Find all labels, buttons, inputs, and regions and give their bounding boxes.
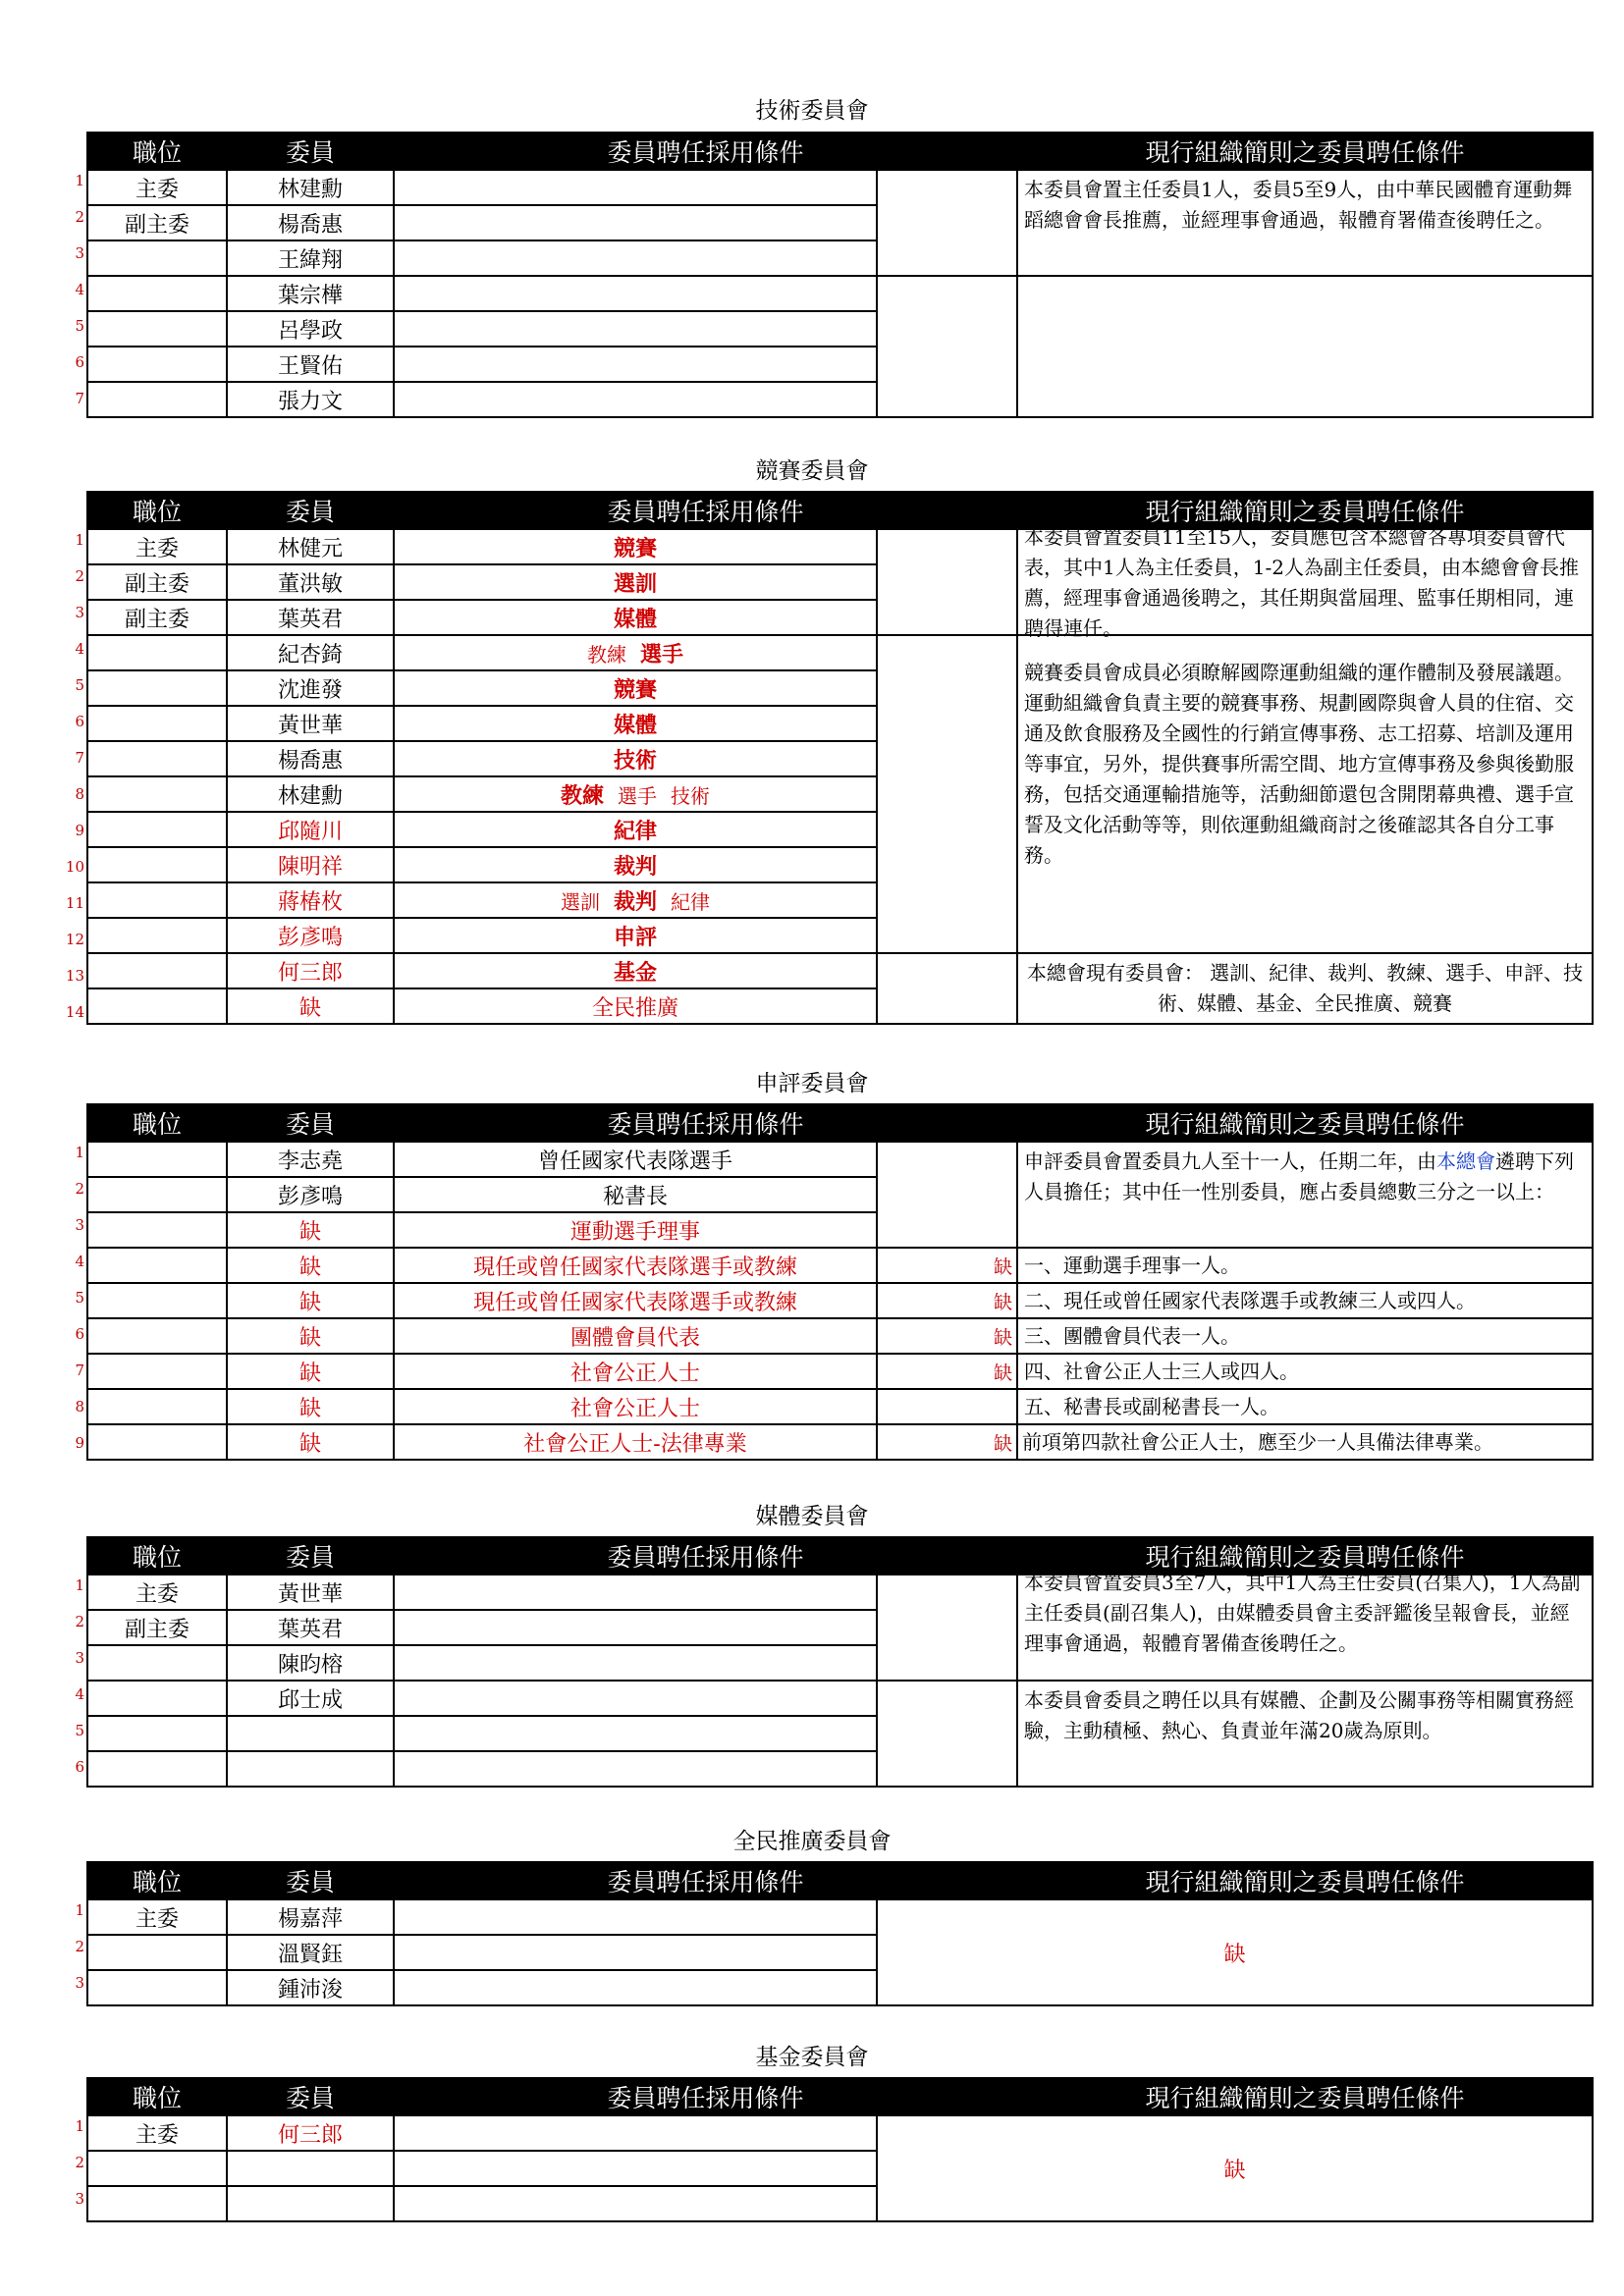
condition-cell: 媒體 <box>394 706 877 741</box>
charter-text-part: 申評委員會置委員九人至十一人，任期二年，由 <box>1024 1149 1437 1173</box>
table-row <box>87 1318 1593 1354</box>
promotion-committee-table <box>86 1861 1594 2006</box>
position-cell <box>87 1142 227 1177</box>
row-number: 6 <box>75 1758 84 1776</box>
table-header-row <box>87 1862 1593 1899</box>
charter-item: 前項第四款社會公正人士，應至少一人具備法律專業。 <box>1017 1424 1593 1460</box>
member-cell: 邱士成 <box>227 1681 394 1716</box>
condition-cell <box>394 1575 877 1610</box>
member-cell: 邱隨川 <box>227 812 394 847</box>
gap-cell <box>877 953 1017 1024</box>
member-cell: 林建勳 <box>227 776 394 812</box>
table-row <box>87 529 1593 564</box>
fund-committee-table <box>86 2077 1594 2222</box>
member-cell: 陳昀榕 <box>227 1645 394 1681</box>
charter-item: 五、秘書長或副秘書長一人。 <box>1017 1389 1593 1424</box>
table-row <box>87 1389 1593 1424</box>
header-position: 職位 <box>87 492 227 529</box>
condition-cell: 曾任國家代表隊選手 <box>394 1142 877 1177</box>
row-number: 1 <box>75 1144 84 1161</box>
row-number: 7 <box>75 749 84 767</box>
header-charter-conditions: 現行組織簡則之委員聘任條件 <box>1017 1104 1593 1142</box>
header-charter-conditions: 現行組織簡則之委員聘任條件 <box>1017 1537 1593 1575</box>
member-cell <box>227 2151 394 2186</box>
condition-cell: 秘書長 <box>394 1177 877 1212</box>
row-number: 9 <box>75 822 84 839</box>
header-position: 職位 <box>87 2078 227 2115</box>
condition-tag: 紀律 <box>671 889 710 914</box>
header-conditions: 委員聘任採用條件 <box>394 133 1017 170</box>
fund-committee-title: 基金委員會 <box>755 2045 869 2070</box>
charter-item: 四、社會公正人士三人或四人。 <box>1017 1354 1593 1389</box>
member-cell: 彭彥鳴 <box>227 1177 394 1212</box>
position-cell <box>87 382 227 417</box>
condition-cell: 社會公正人士 <box>394 1389 877 1424</box>
condition-cell <box>394 205 877 240</box>
header-member: 委員 <box>227 1104 394 1142</box>
header-conditions: 委員聘任採用條件 <box>394 492 1017 529</box>
competition-committee-title: 競賽委員會 <box>755 458 869 484</box>
position-cell <box>87 882 227 918</box>
position-cell: 副主委 <box>87 1610 227 1645</box>
position-cell: 主委 <box>87 529 227 564</box>
gap-cell: 缺 <box>877 1248 1017 1283</box>
position-cell <box>87 1935 227 1970</box>
row-number: 2 <box>75 1180 84 1198</box>
position-cell <box>87 240 227 276</box>
condition-cell <box>394 1681 877 1716</box>
row-number: 1 <box>75 2117 84 2135</box>
member-cell: 林建勳 <box>227 170 394 205</box>
row-number: 6 <box>75 713 84 730</box>
position-cell <box>87 1424 227 1460</box>
header-charter-conditions: 現行組織簡則之委員聘任條件 <box>1017 133 1593 170</box>
member-cell: 黃世華 <box>227 1575 394 1610</box>
row-number: 3 <box>75 1974 84 1992</box>
position-cell <box>87 741 227 776</box>
header-member: 委員 <box>227 1862 394 1899</box>
condition-cell <box>394 776 877 812</box>
position-cell <box>87 347 227 382</box>
row-number: 1 <box>75 1576 84 1594</box>
member-cell: 王賢佑 <box>227 347 394 382</box>
condition-cell <box>394 882 877 918</box>
member-cell: 彭彥鳴 <box>227 918 394 953</box>
position-cell <box>87 918 227 953</box>
member-cell: 李志堯 <box>227 1142 394 1177</box>
member-cell: 蔣椿枚 <box>227 882 394 918</box>
member-cell: 葉英君 <box>227 1610 394 1645</box>
member-cell: 何三郎 <box>227 953 394 988</box>
gap-cell <box>877 276 1017 417</box>
row-number: 7 <box>75 390 84 407</box>
header-conditions: 委員聘任採用條件 <box>394 1537 1017 1575</box>
charter-text <box>1017 1571 1593 1681</box>
gap-cell <box>877 635 1017 953</box>
row-number: 9 <box>75 1434 84 1452</box>
row-number: 2 <box>75 1613 84 1630</box>
charter-text: 缺 <box>877 1899 1593 2005</box>
condition-tag: 選訓 <box>560 889 600 914</box>
charter-text-detail: 本委員會委員之聘任以具有媒體、企劃及公關事務等相關實務經驗，主動積極、熱心、負責並年滿20歲為原則。 <box>1017 1681 1593 1787</box>
charter-text-body: 本委員會置委員3至7人，其中1人為主任委員(召集人)，1人為副主任委員(副召集人)，由媒體委員會主委評鑑後呈報會長，並經理事會通過，報體育署備查後聘任之。 <box>1024 1571 1581 1655</box>
position-cell <box>87 2151 227 2186</box>
row-number: 12 <box>65 931 84 948</box>
row-number: 2 <box>75 208 84 226</box>
charter-item: 三、團體會員代表一人。 <box>1017 1318 1593 1354</box>
position-cell <box>87 1681 227 1716</box>
member-cell: 沈進發 <box>227 670 394 706</box>
table-row <box>87 1899 1593 1935</box>
promotion-committee-title: 全民推廣委員會 <box>732 1829 892 1854</box>
position-cell <box>87 1283 227 1318</box>
condition-cell <box>394 347 877 382</box>
condition-cell: 選訓 <box>394 564 877 600</box>
row-number: 11 <box>65 894 84 912</box>
row-number: 7 <box>75 1362 84 1379</box>
member-cell: 缺 <box>227 1248 394 1283</box>
row-number: 2 <box>75 2154 84 2171</box>
position-cell <box>87 953 227 988</box>
appeal-committee-title: 申評委員會 <box>755 1071 869 1096</box>
row-number: 4 <box>75 640 84 658</box>
row-number: 13 <box>65 967 84 985</box>
table-header-row <box>87 1104 1593 1142</box>
condition-cell <box>394 382 877 417</box>
row-number: 6 <box>75 1325 84 1343</box>
member-cell: 溫賢鈺 <box>227 1935 394 1970</box>
row-number: 3 <box>75 1649 84 1667</box>
member-cell: 缺 <box>227 1283 394 1318</box>
charter-text-part: 遴聘下列人員擔任；其中任一性別委員，應占委員總數三分之一以上： <box>1024 1149 1575 1203</box>
position-cell <box>87 1716 227 1751</box>
gap-cell: 缺 <box>877 1318 1017 1354</box>
table-row <box>87 1424 1593 1460</box>
member-cell: 葉英君 <box>227 600 394 635</box>
position-cell: 副主委 <box>87 205 227 240</box>
gap-cell: 缺 <box>877 1283 1017 1318</box>
table-row <box>87 1681 1593 1716</box>
condition-cell: 全民推廣 <box>394 988 877 1024</box>
header-member: 委員 <box>227 492 394 529</box>
position-cell: 主委 <box>87 1575 227 1610</box>
position-cell <box>87 276 227 311</box>
position-cell <box>87 1645 227 1681</box>
member-cell: 葉宗樺 <box>227 276 394 311</box>
position-cell <box>87 1354 227 1389</box>
charter-text-detail: 競賽委員會成員必須瞭解國際運動組織的運作體制及發展議題。運動組織會負責主要的競賽事務、規劃國際與會人員的住宿、交通及飲食服務及全國性的行銷宣傳事務、志工招募、培訓及運用等事宜，另外，提供賽事所需空間、地方宣傳事務及參與後勤服務，包括交通運輸措施等，活動細節還包含開閉幕典禮、選手宣誓及文化活動等等，則依運動組織商討之後確認其各自分工事務。 <box>1017 635 1593 953</box>
row-number: 1 <box>75 1901 84 1919</box>
condition-cell <box>394 1610 877 1645</box>
position-cell <box>87 847 227 882</box>
position-cell <box>87 1389 227 1424</box>
header-member: 委員 <box>227 133 394 170</box>
charter-text-highlight: 本總會 <box>1436 1149 1496 1173</box>
member-cell: 張力文 <box>227 382 394 417</box>
row-number: 5 <box>75 1722 84 1739</box>
table-row <box>87 2115 1593 2151</box>
position-cell <box>87 1318 227 1354</box>
condition-cell <box>394 1899 877 1935</box>
row-number: 6 <box>75 353 84 371</box>
member-cell: 董洪敏 <box>227 564 394 600</box>
member-cell: 陳明祥 <box>227 847 394 882</box>
charter-text <box>1017 525 1593 640</box>
position-cell <box>87 311 227 347</box>
charter-text <box>1017 1142 1593 1248</box>
condition-cell <box>394 240 877 276</box>
gap-cell <box>877 1681 1017 1787</box>
condition-cell <box>394 2151 877 2186</box>
header-position: 職位 <box>87 1104 227 1142</box>
row-number: 4 <box>75 1253 84 1270</box>
condition-cell: 競賽 <box>394 670 877 706</box>
member-cell: 楊喬惠 <box>227 741 394 776</box>
charter-item: 一、運動選手理事一人。 <box>1017 1248 1593 1283</box>
charter-text: 缺 <box>877 2115 1593 2221</box>
position-cell: 副主委 <box>87 600 227 635</box>
header-position: 職位 <box>87 1537 227 1575</box>
header-charter-conditions: 現行組織簡則之委員聘任條件 <box>1017 2078 1593 2115</box>
header-conditions: 委員聘任採用條件 <box>394 1104 1017 1142</box>
gap-cell: 缺 <box>877 1354 1017 1389</box>
member-cell <box>227 2186 394 2221</box>
position-cell <box>87 1212 227 1248</box>
table-row <box>87 1575 1593 1610</box>
condition-tag: 教練 <box>586 642 626 667</box>
member-cell: 黃世華 <box>227 706 394 741</box>
member-cell: 楊嘉萍 <box>227 1899 394 1935</box>
condition-cell <box>394 2115 877 2151</box>
table-header-row <box>87 2078 1593 2115</box>
gap-cell <box>877 170 1017 276</box>
member-cell: 缺 <box>227 1354 394 1389</box>
position-cell <box>87 2186 227 2221</box>
header-position: 職位 <box>87 1862 227 1899</box>
row-number: 5 <box>75 317 84 335</box>
header-member: 委員 <box>227 2078 394 2115</box>
condition-cell: 運動選手理事 <box>394 1212 877 1248</box>
gap-cell: 缺 <box>877 1424 1017 1460</box>
position-cell: 主委 <box>87 170 227 205</box>
position-cell <box>87 1751 227 1787</box>
row-number: 2 <box>75 1938 84 1955</box>
table-header-row <box>87 133 1593 170</box>
charter-text-extra <box>1017 276 1593 417</box>
member-cell <box>227 1751 394 1787</box>
condition-cell: 裁判 <box>394 847 877 882</box>
gap-cell <box>877 1575 1017 1681</box>
charter-text: 本委員會置主任委員1人，委員5至9人，由中華民國體育運動舞蹈總會會長推薦，並經理事會通過，報體育署備查後聘任之。 <box>1017 170 1593 276</box>
header-conditions: 委員聘任採用條件 <box>394 1862 1017 1899</box>
condition-cell: 競賽 <box>394 529 877 564</box>
condition-tag: 選手 <box>639 641 683 667</box>
position-cell: 主委 <box>87 2115 227 2151</box>
position-cell <box>87 670 227 706</box>
condition-cell: 社會公正人士 <box>394 1354 877 1389</box>
media-committee-title: 媒體委員會 <box>755 1504 869 1529</box>
header-charter-conditions: 現行組織簡則之委員聘任條件 <box>1017 492 1593 529</box>
condition-cell <box>394 1935 877 1970</box>
member-cell: 缺 <box>227 1424 394 1460</box>
row-number: 3 <box>75 1216 84 1234</box>
condition-cell: 社會公正人士-法律專業 <box>394 1424 877 1460</box>
member-cell: 紀杏錡 <box>227 635 394 670</box>
condition-cell <box>394 2186 877 2221</box>
position-cell <box>87 635 227 670</box>
row-number: 1 <box>75 531 84 549</box>
member-cell: 林健元 <box>227 529 394 564</box>
condition-cell <box>394 170 877 205</box>
condition-cell: 技術 <box>394 741 877 776</box>
member-cell: 缺 <box>227 1212 394 1248</box>
gap-cell <box>877 1142 1017 1248</box>
row-number: 3 <box>75 244 84 262</box>
table-row <box>87 276 1593 311</box>
table-row <box>87 1248 1593 1283</box>
condition-cell: 現任或曾任國家代表隊選手或教練 <box>394 1248 877 1283</box>
row-number: 5 <box>75 676 84 694</box>
row-number: 5 <box>75 1289 84 1307</box>
table-row <box>87 953 1593 988</box>
tech-committee-title: 技術委員會 <box>755 98 869 124</box>
position-cell <box>87 1177 227 1212</box>
table-row <box>87 1142 1593 1177</box>
member-cell: 楊喬惠 <box>227 205 394 240</box>
position-cell <box>87 988 227 1024</box>
member-cell: 鍾沛浚 <box>227 1970 394 2005</box>
tech-committee-table <box>86 132 1594 418</box>
member-cell: 何三郎 <box>227 2115 394 2151</box>
row-number: 2 <box>75 567 84 585</box>
condition-cell <box>394 1716 877 1751</box>
condition-cell: 媒體 <box>394 600 877 635</box>
row-number: 10 <box>65 858 84 876</box>
condition-tag: 裁判 <box>613 888 657 915</box>
condition-cell <box>394 1751 877 1787</box>
condition-cell <box>394 1970 877 2005</box>
member-cell: 缺 <box>227 988 394 1024</box>
table-row <box>87 1354 1593 1389</box>
member-cell: 缺 <box>227 1389 394 1424</box>
condition-cell <box>394 276 877 311</box>
header-position: 職位 <box>87 133 227 170</box>
row-number: 14 <box>65 1003 84 1021</box>
header-conditions: 委員聘任採用條件 <box>394 2078 1017 2115</box>
condition-tag: 選手 <box>618 783 657 808</box>
condition-cell: 申評 <box>394 918 877 953</box>
position-cell <box>87 706 227 741</box>
table-row <box>87 170 1593 205</box>
table-row <box>87 635 1593 670</box>
position-cell: 副主委 <box>87 564 227 600</box>
condition-cell <box>394 635 877 670</box>
row-number: 4 <box>75 1685 84 1703</box>
media-committee-table <box>86 1536 1594 1788</box>
existing-committees-text: 本總會現有委員會： 選訓、紀律、裁判、教練、選手、申評、技術、媒體、基金、全民推廣、競賽 <box>1017 953 1593 1024</box>
member-cell: 王緯翔 <box>227 240 394 276</box>
position-cell <box>87 1248 227 1283</box>
condition-cell: 基金 <box>394 953 877 988</box>
charter-item: 二、現任或曾任國家代表隊選手或教練三人或四人。 <box>1017 1283 1593 1318</box>
competition-committee-table <box>86 491 1594 1025</box>
member-cell: 呂學政 <box>227 311 394 347</box>
position-cell <box>87 776 227 812</box>
header-charter-conditions: 現行組織簡則之委員聘任條件 <box>1017 1862 1593 1899</box>
table-row <box>87 1283 1593 1318</box>
condition-cell: 團體會員代表 <box>394 1318 877 1354</box>
condition-cell: 現任或曾任國家代表隊選手或教練 <box>394 1283 877 1318</box>
row-number: 4 <box>75 281 84 298</box>
member-cell <box>227 1716 394 1751</box>
row-number: 8 <box>75 1398 84 1415</box>
position-cell <box>87 1970 227 2005</box>
condition-tag: 教練 <box>560 782 604 809</box>
position-cell <box>87 812 227 847</box>
condition-tag: 技術 <box>671 783 710 808</box>
gap-cell <box>877 529 1017 635</box>
condition-cell <box>394 311 877 347</box>
member-cell: 缺 <box>227 1318 394 1354</box>
row-number: 3 <box>75 604 84 621</box>
row-number: 1 <box>75 172 84 189</box>
position-cell: 主委 <box>87 1899 227 1935</box>
condition-cell <box>394 1645 877 1681</box>
appeal-committee-table <box>86 1103 1594 1461</box>
row-number: 8 <box>75 785 84 803</box>
charter-text-body: 本委員會置委員11至15人，委員應包含本總會各專項委員會代表，其中1人為主任委員，1-2人為副主任委員，由本總會會長推薦，經理事會通過後聘之，其任期與當屆理、監事任期相同，連聘得連任。 <box>1024 525 1579 640</box>
header-member: 委員 <box>227 1537 394 1575</box>
gap-cell <box>877 1389 1017 1424</box>
condition-cell: 紀律 <box>394 812 877 847</box>
row-number: 3 <box>75 2190 84 2208</box>
